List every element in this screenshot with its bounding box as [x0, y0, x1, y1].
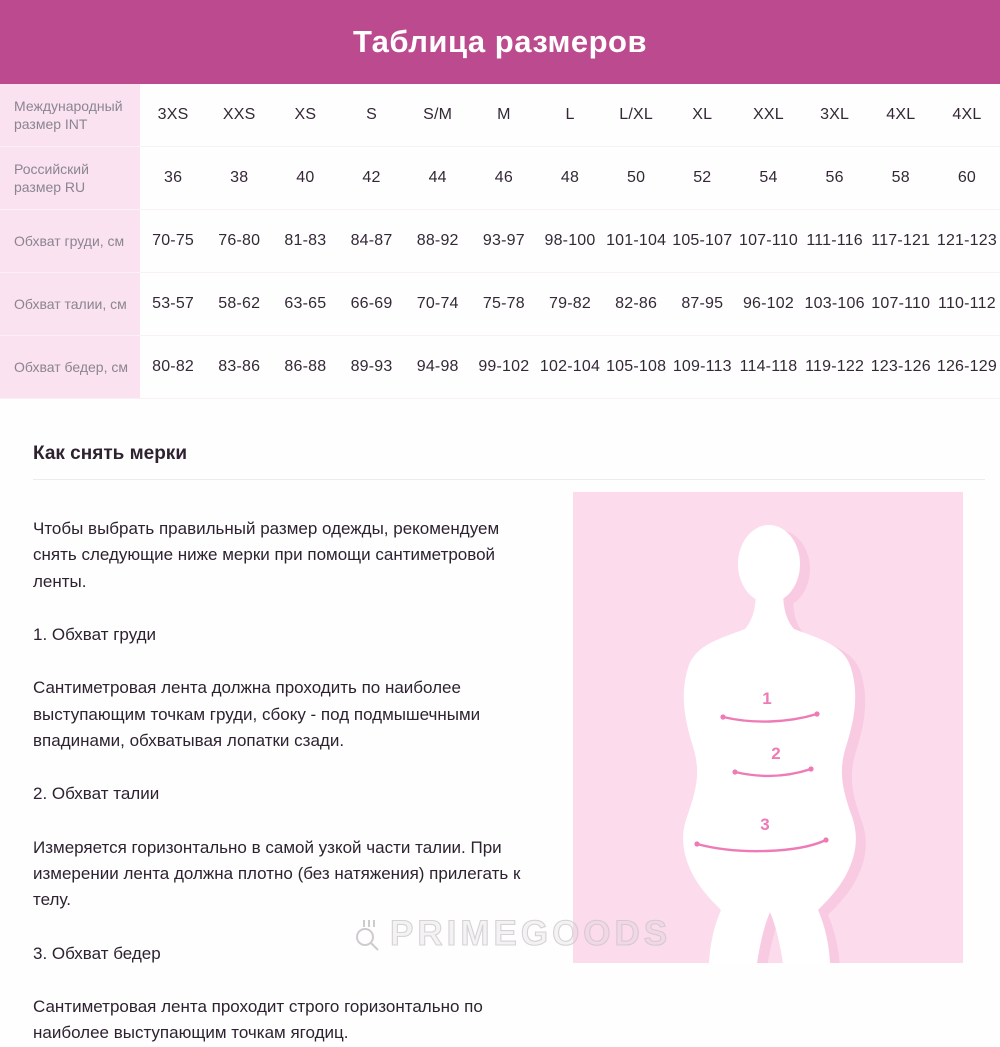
- measure-label-waist: 2: [771, 744, 781, 763]
- row-values: [140, 273, 1000, 335]
- size-cell: 119-122: [805, 358, 865, 375]
- section-text-chest: Сантиметровая лента должна проходить по наиболее выступающим точкам груди, сбоку - под подмышечными впадинами, обхватывая лопатки сзади.: [33, 678, 481, 751]
- size-cell: 105-108: [606, 358, 667, 375]
- size-cell: 121-123: [936, 232, 997, 249]
- size-cell: 80-82: [152, 358, 195, 375]
- size-cell: 89-93: [350, 358, 393, 375]
- size-cell: 50: [627, 169, 646, 186]
- size-cell: 3XL: [820, 106, 850, 123]
- size-cell: XL: [692, 106, 713, 123]
- size-cell: 79-82: [549, 295, 591, 312]
- size-cell: 87-95: [681, 295, 724, 312]
- row-label: Обхват талии, см: [0, 273, 140, 335]
- size-cell: 81-83: [284, 232, 327, 249]
- size-cell: XXL: [753, 106, 784, 123]
- size-cell: 44: [428, 169, 447, 186]
- size-cell: 102-104: [539, 358, 601, 375]
- size-cell: 3XS: [157, 106, 189, 123]
- size-cell: 46: [494, 169, 513, 186]
- heading-divider: [33, 479, 985, 480]
- page-header: [0, 0, 1000, 84]
- measure-label-bust: 1: [762, 689, 772, 708]
- measurement-figure: [573, 492, 963, 963]
- size-cell: 4XL: [952, 106, 982, 123]
- section-title-chest: 1. Обхват груди: [33, 625, 157, 645]
- row-values: [140, 336, 1000, 398]
- size-cell: 103-106: [804, 295, 865, 312]
- size-cell: 83-86: [218, 358, 261, 375]
- guide-text-column: [33, 516, 525, 1047]
- row-label: Обхват груди, см: [0, 210, 140, 272]
- size-cell: 66-69: [350, 295, 393, 312]
- body-silhouette-illustration: [573, 492, 963, 963]
- section-text-waist: Измеряется горизонтально в самой узкой части талии. При измерении лента должна плотно (без натяжения) прилегать к телу.: [33, 837, 521, 910]
- size-cell: M: [497, 106, 511, 123]
- measure-label-hips: 3: [760, 815, 770, 834]
- size-cell: 84-87: [350, 232, 393, 249]
- size-cell: 36: [163, 169, 183, 186]
- size-cell: 123-126: [870, 358, 931, 375]
- size-cell: 94-98: [416, 358, 459, 375]
- table-row: [0, 210, 1000, 273]
- page-title: Таблица размеров: [352, 24, 648, 59]
- size-cell: 114-118: [739, 358, 798, 375]
- size-cell: 107-110: [871, 295, 931, 312]
- size-cell: 53-57: [152, 295, 195, 312]
- section-title-hips: 3. Обхват бедер: [33, 943, 161, 963]
- size-cell: 110-112: [938, 295, 996, 312]
- size-cell: 117-121: [871, 232, 931, 249]
- size-cell: 126-129: [936, 358, 997, 375]
- size-cell: XXS: [222, 106, 256, 123]
- size-cell: 98-100: [544, 232, 596, 249]
- table-row: [0, 336, 1000, 399]
- row-values: [140, 147, 1000, 209]
- guide-intro: Чтобы выбрать правильный размер одежды, рекомендуем снять следующие ниже мерки при помощи сантиметровой ленты.: [33, 519, 500, 591]
- size-cell: L/XL: [619, 106, 653, 123]
- size-cell: 93-97: [482, 232, 525, 249]
- size-cell: 86-88: [284, 358, 327, 375]
- row-values: [140, 210, 1000, 272]
- size-cell: 54: [759, 169, 778, 186]
- size-cell: XS: [294, 106, 317, 123]
- size-table: [0, 84, 1000, 399]
- size-cell: 101-104: [606, 232, 667, 249]
- size-cell: 4XL: [886, 106, 916, 123]
- size-cell: 105-107: [672, 232, 733, 249]
- size-cell: 75-78: [482, 295, 525, 312]
- size-cell: S/M: [423, 106, 453, 123]
- size-cell: L: [565, 106, 575, 123]
- size-cell: 40: [296, 169, 315, 186]
- size-cell: 42: [362, 169, 381, 186]
- size-cell: 109-113: [672, 358, 732, 375]
- guide-heading: Как снять мерки: [33, 443, 187, 464]
- row-label: Обхват бедер, см: [0, 336, 140, 398]
- size-cell: 52: [693, 169, 712, 186]
- size-cell: 63-65: [284, 295, 327, 312]
- size-cell: S: [366, 106, 377, 123]
- size-cell: 60: [957, 169, 977, 186]
- size-cell: 70-75: [152, 232, 195, 249]
- table-row: [0, 84, 1000, 147]
- size-cell: 99-102: [478, 358, 530, 375]
- size-cell: 70-74: [416, 295, 459, 312]
- size-cell: 107-110: [738, 232, 798, 249]
- section-text-hips: Сантиметровая лента проходит строго горизонтально по наиболее выступающим точкам ягодиц.: [33, 997, 483, 1043]
- row-values: [140, 84, 1000, 146]
- section-title-waist: 2. Обхват талии: [33, 784, 160, 804]
- silhouette-body: [683, 525, 856, 963]
- size-cell: 58: [891, 169, 910, 186]
- size-cell: 82-86: [615, 295, 658, 312]
- row-label: Международный размер INT: [0, 84, 140, 146]
- row-label: Российский размер RU: [0, 147, 140, 209]
- size-cell: 58-62: [218, 295, 261, 312]
- size-cell: 38: [230, 169, 249, 186]
- size-cell: 111-116: [806, 232, 863, 249]
- size-cell: 56: [825, 169, 844, 186]
- size-cell: 76-80: [218, 232, 261, 249]
- table-row: [0, 273, 1000, 336]
- table-row: [0, 147, 1000, 210]
- watermark-text: PRIMEGOODS: [390, 914, 672, 953]
- size-cell: 96-102: [742, 295, 794, 312]
- size-cell: 88-92: [416, 232, 459, 249]
- size-cell: 48: [560, 169, 580, 186]
